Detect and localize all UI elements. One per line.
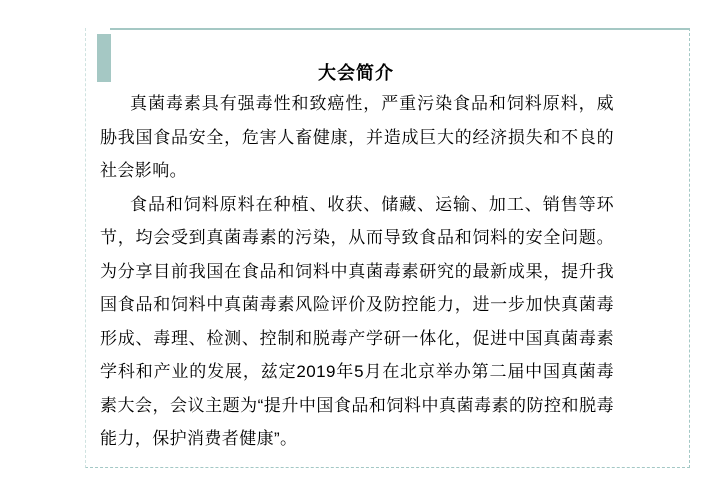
top-rule-divider [110, 28, 690, 30]
page-title: 大会简介 [318, 63, 394, 84]
intro-text-block [100, 87, 614, 456]
intro-paragraph: 食品和饲料原料在种植、收获、储藏、运输、加工、销售等环节，均会受到真菌毒素的污染，从而导致食品和饲料的安全问题。为分享目前我国在食品和饲料中真菌毒素研究的最新成果，提升我国食品和饲料中真菌毒素风险评价及防控能力，进一步加快真菌毒形成、毒理、检测、控制和脱毒产学研一体化，促进中国真菌毒素学科和产业的发展，兹定2019年5月在北京举办第二届中国真菌毒素大会，会议主题为“提升中国食品和饲料中真菌毒素的防控和脱毒能力，保护消费者健康”。 [100, 194, 614, 448]
intro-paragraph: 真菌毒素具有强毒性和致癌性，严重污染食品和饲料原料，威胁我国食品安全，危害人畜健康，并造成巨大的经济损失和不良的社会影响。 [100, 94, 614, 180]
